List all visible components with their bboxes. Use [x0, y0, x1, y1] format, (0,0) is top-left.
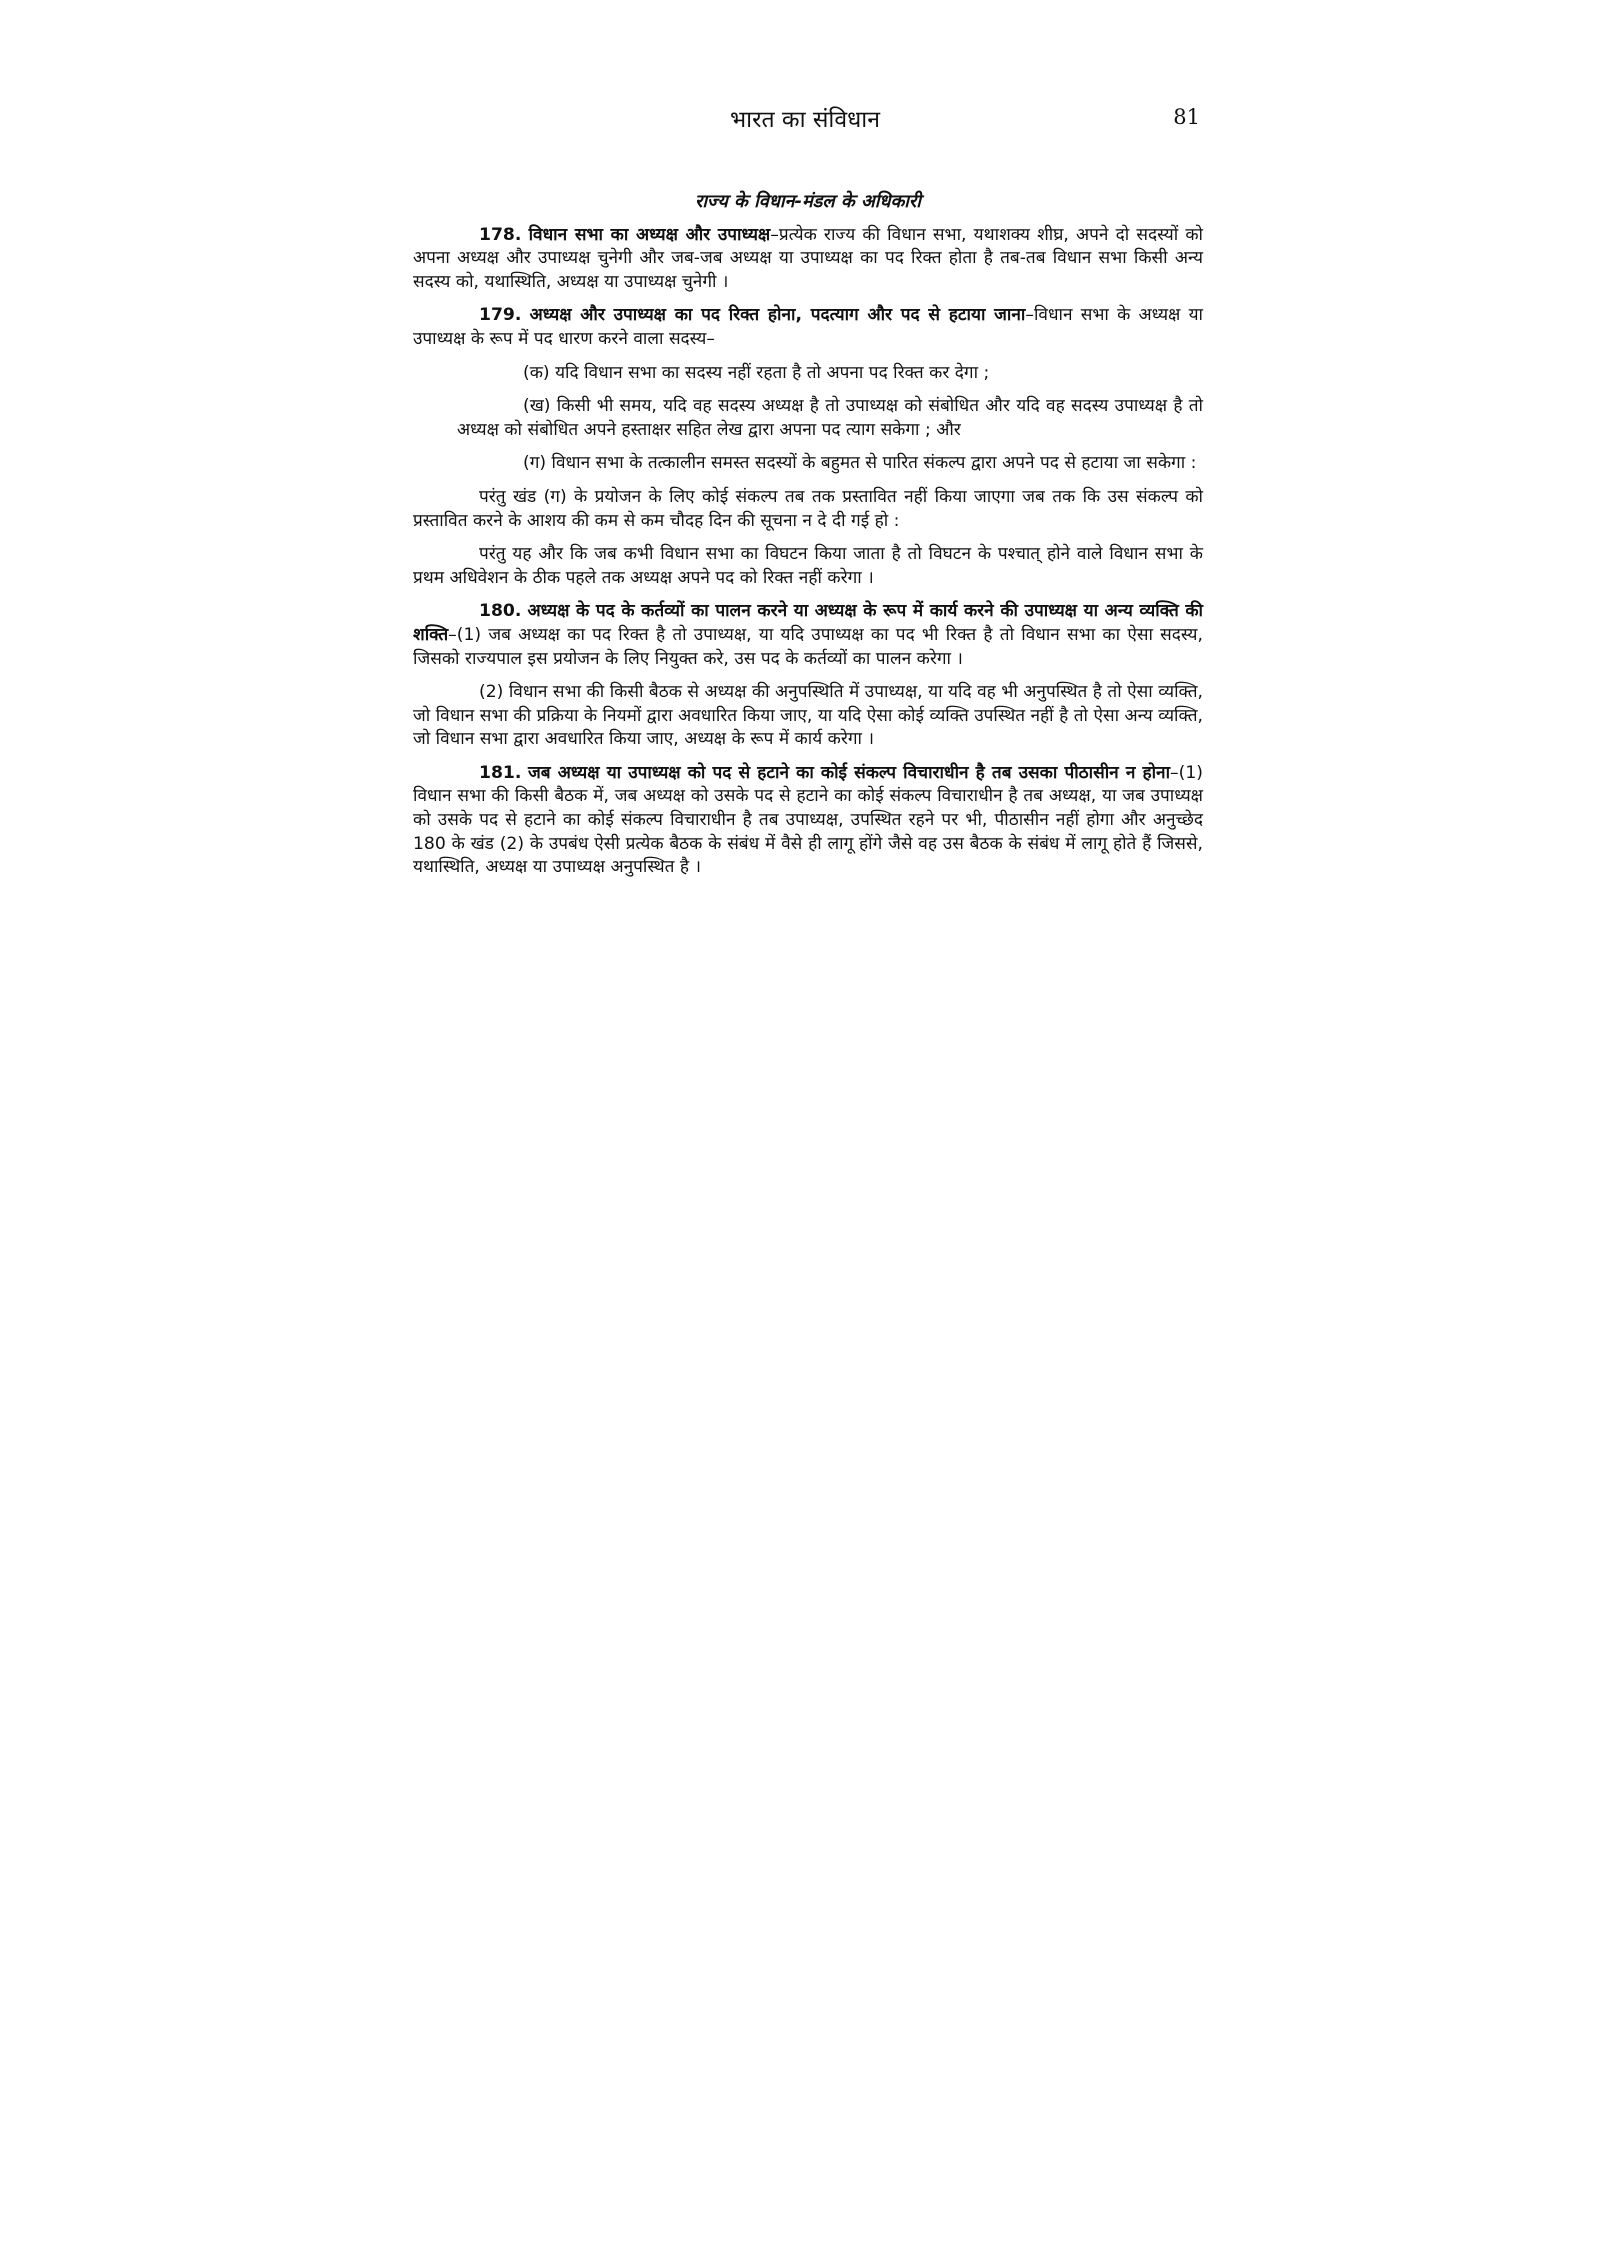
- article-178-text: –प्रत्येक राज्य की विधान सभा, यथाशक्य शीघ्र, अपने दो सदस्यों को अपना अध्यक्ष और उपाध्यक्ष चुनेगी और जब-जब अध्यक्ष या उपाध्यक्ष का पद रिक्त होता है तब-तब विधान सभा किसी अन्य सदस्य को, यथास्थिति, अध्यक्ष या उपाध्यक्ष चुनेगी ।: [413, 224, 1204, 292]
- page-number: 81: [1173, 105, 1200, 129]
- section-heading: राज्य के विधान-मंडल के अधिकारी: [695, 191, 921, 212]
- article-180-title: अध्यक्ष के पद के कर्तव्यों का पालन करने या अध्यक्ष के रूप में कार्य करने की उपाध्यक्ष या अन्य व्यक्ति की शक्ति: [413, 601, 1204, 645]
- article-179-number: 179.: [479, 305, 522, 326]
- article-179: [413, 304, 1203, 351]
- article-181-text: –(1) विधान सभा की किसी बैठक में, जब अध्यक्ष को उसके पद से हटाने का कोई संकल्प विचाराधीन है तब अध्यक्ष, या जब उपाध्यक्ष को उसके पद से हटाने का कोई संकल्प विचाराधीन है तब उपाध्यक्ष, उपस्थित रहने पर भी, पीठासीन नहीं होगा और अनुच्छेद 180 के खंड (2) के उपबंध ऐसी प्रत्येक बैठक के संबंध में वैसे ही लागू होंगे जैसे वह उस बैठक के संबंध में लागू होते हैं जिससे, यथास्थिति, अध्यक्ष या उपाध्यक्ष अनुपस्थित है ।: [413, 762, 1203, 878]
- article-179-clause-ga: (ग) विधान सभा के तत्कालीन समस्त सदस्यों के बहुमत से पारित संकल्प द्वारा अपने पद से हटाया जा सकेगा :: [523, 453, 1197, 474]
- article-179-title: अध्यक्ष और उपाध्यक्ष का पद रिक्त होना, पदत्याग और पद से हटाया जाना: [529, 305, 1026, 326]
- article-180: [413, 600, 1203, 671]
- article-178: [413, 224, 1203, 295]
- article-179-text: –विधान सभा के अध्यक्ष या उपाध्यक्ष के रूप में पद धारण करने वाला सदस्य–: [413, 305, 1203, 349]
- article-181-number: 181.: [479, 762, 522, 783]
- article-179-proviso-1: परंतु खंड (ग) के प्रयोजन के लिए कोई संकल्प तब तक प्रस्तावित नहीं किया जाएगा जब तक कि उस संकल्प को प्रस्तावित करने के आशय की कम से कम चौदह दिन की सूचना न दे दी गई हो :: [413, 486, 1203, 531]
- article-180-number: 180.: [479, 601, 522, 622]
- article-179-clause-ka: (क) यदि विधान सभा का सदस्य नहीं रहता है तो अपना पद रिक्त कर देगा ;: [523, 362, 990, 383]
- article-180-text: –(1) जब अध्यक्ष का पद रिक्त है तो उपाध्यक्ष, या यदि उपाध्यक्ष का पद भी रिक्त है तो विधान सभा का ऐसा सदस्य, जिसको राज्यपाल इस प्रयोजन के लिए नियुक्त करे, उस पद के कर्तव्यों का पालन करेगा ।: [413, 624, 1203, 669]
- article-180-subclause-2: (2) विधान सभा की किसी बैठक से अध्यक्ष की अनुपस्थिति में उपाध्यक्ष, या यदि वह भी अनुपस्थित है तो ऐसा व्यक्ति, जो विधान सभा की प्रक्रिया के नियमों द्वारा अवधारित किया जाए, या यदि ऐसा कोई व्यक्ति उपस्थित नहीं है तो ऐसा अन्य व्यक्ति, जो विधान सभा द्वारा अवधारित किया जाए, अध्यक्ष के रूप में कार्य करेगा ।: [413, 682, 1203, 750]
- document-body: [413, 190, 1203, 890]
- article-178-title: विधान सभा का अध्यक्ष और उपाध्यक्ष: [528, 224, 771, 245]
- running-header: [410, 100, 1200, 140]
- article-181: [413, 762, 1203, 880]
- running-title: भारत का संविधान: [729, 107, 881, 133]
- article-178-number: 178.: [479, 224, 522, 245]
- article-179-clause-kha: (ख) किसी भी समय, यदि वह सदस्य अध्यक्ष है तो उपाध्यक्ष को संबोधित और यदि वह सदस्य उपाध्यक्ष है तो अध्यक्ष को संबोधित अपने हस्ताक्षर सहित लेख द्वारा अपना पद त्याग सकेगा ; और: [457, 396, 1203, 440]
- article-179-proviso-2: परंतु यह और कि जब कभी विधान सभा का विघटन किया जाता है तो विघटन के पश्चात् होने वाले विधान सभा के प्रथम अधिवेशन के ठीक पहले तक अध्यक्ष अपने पद को रिक्त नहीं करेगा ।: [413, 544, 1203, 588]
- article-181-title: जब अध्यक्ष या उपाध्यक्ष को पद से हटाने का कोई संकल्प विचाराधीन है तब उसका पीठासीन न होना: [528, 762, 1171, 783]
